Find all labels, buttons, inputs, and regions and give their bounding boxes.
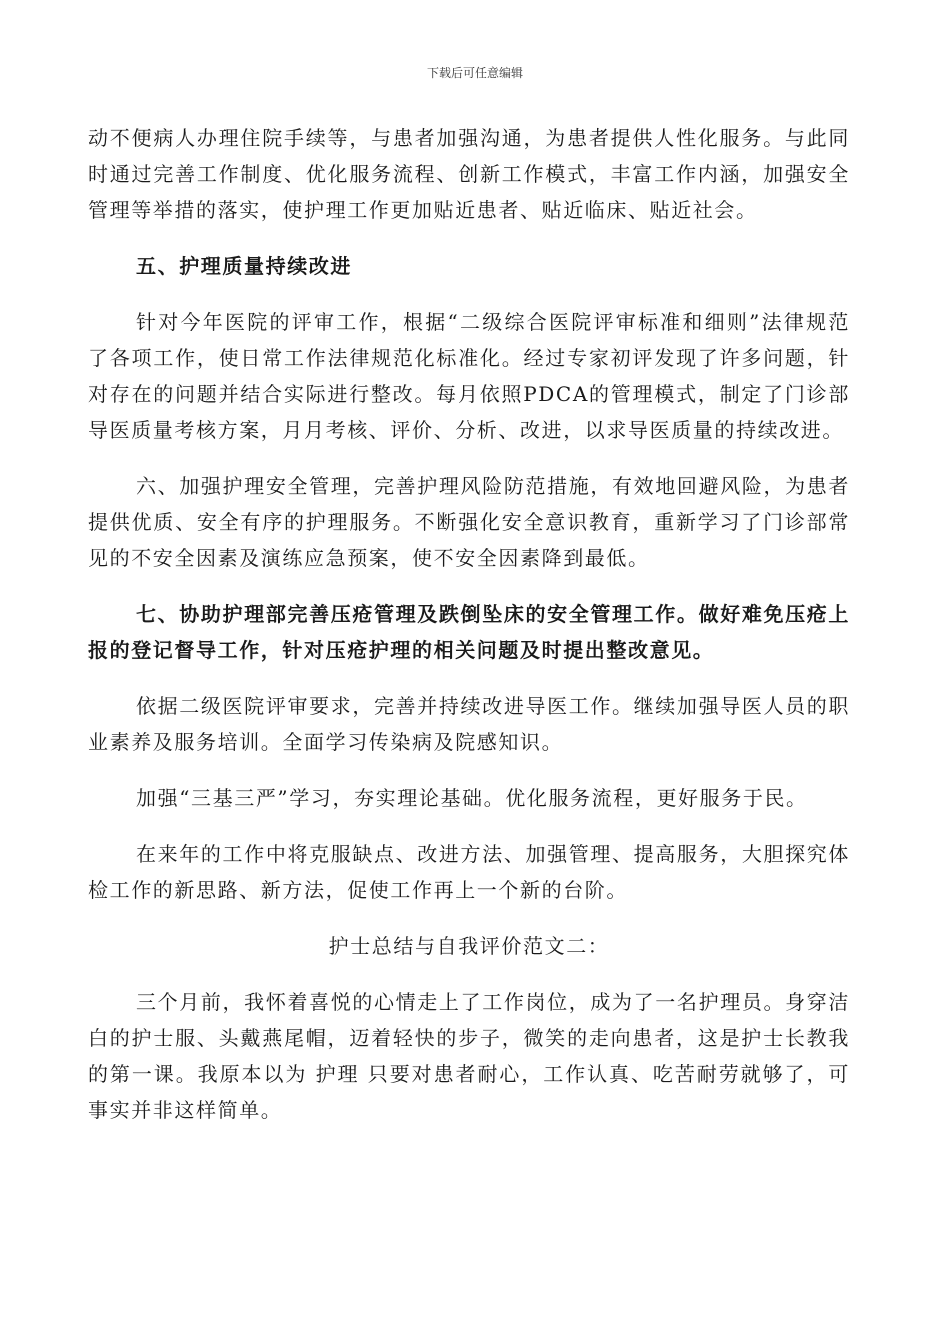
paragraph-guide-work: 依据二级医院评审要求，完善并持续改进导医工作。继续加强导医人员的职业素养及服务培训。全面学习传染病及院感知识。 xyxy=(88,694,850,754)
paragraph-three-basics: 加强“三基三严”学习，夯实理论基础。优化服务流程，更好服务于民。 xyxy=(136,786,808,810)
section-heading-5: 五、护理质量持续改进 xyxy=(136,254,352,278)
header-note: 下载后可任意编辑 xyxy=(426,66,523,80)
paragraph-continuation: 动不便病人办理住院手续等，与患者加强沟通，为患者提供人性化服务。与此同时通过完善工作制度、优化服务流程、创新工作模式，丰富工作内涵，加强安全管理等举措的落实，使护理工作更加贴近患者、贴近临床、贴近社会。 xyxy=(88,126,850,222)
section-heading-7: 七、协助护理部完善压疮管理及跌倒坠床的安全管理工作。做好难免压疮上报的登记督导工作，针对压疮护理的相关问题及时提出整改意见。 xyxy=(88,602,850,662)
paragraph-safety-management: 六、加强护理安全管理，完善护理风险防范措施，有效地回避风险，为患者提供优质、安全有序的护理服务。不断强化安全意识教育，重新学习了门诊部常见的不安全因素及演练应急预案，使不安全因素降到最低。 xyxy=(88,474,850,570)
paragraph-review-work: 针对今年医院的评审工作，根据“二级综合医院评审标准和细则”法律规范了各项工作，使日常工作法律规范化标准化。经过专家初评发现了许多问题，针对存在的问题并结合实际进行整改。每月依照PDCA的管理模式，制定了门诊部导医质量考核方案，月月考核、评价、分析、改进，以求导医质量的持续改进。 xyxy=(88,310,850,442)
sample-title-two: 护士总结与自我评价范文二： xyxy=(328,934,610,958)
paragraph-next-year: 在来年的工作中将克服缺点、改进方法、加强管理、提高服务，大胆探究体检工作的新思路、新方法，促使工作再上一个新的台阶。 xyxy=(88,842,850,902)
document-body xyxy=(88,120,850,1148)
paragraph-three-months-ago: 三个月前，我怀着喜悦的心情走上了工作岗位，成为了一名护理员。身穿洁白的护士服、头戴燕尾帽，迈着轻快的步子，微笑的走向患者，这是护士长教我的第一课。我原本以为 护理 只要对患者耐心，工作认真、吃苦耐劳就够了，可事实并非这样简单。 xyxy=(88,990,850,1122)
